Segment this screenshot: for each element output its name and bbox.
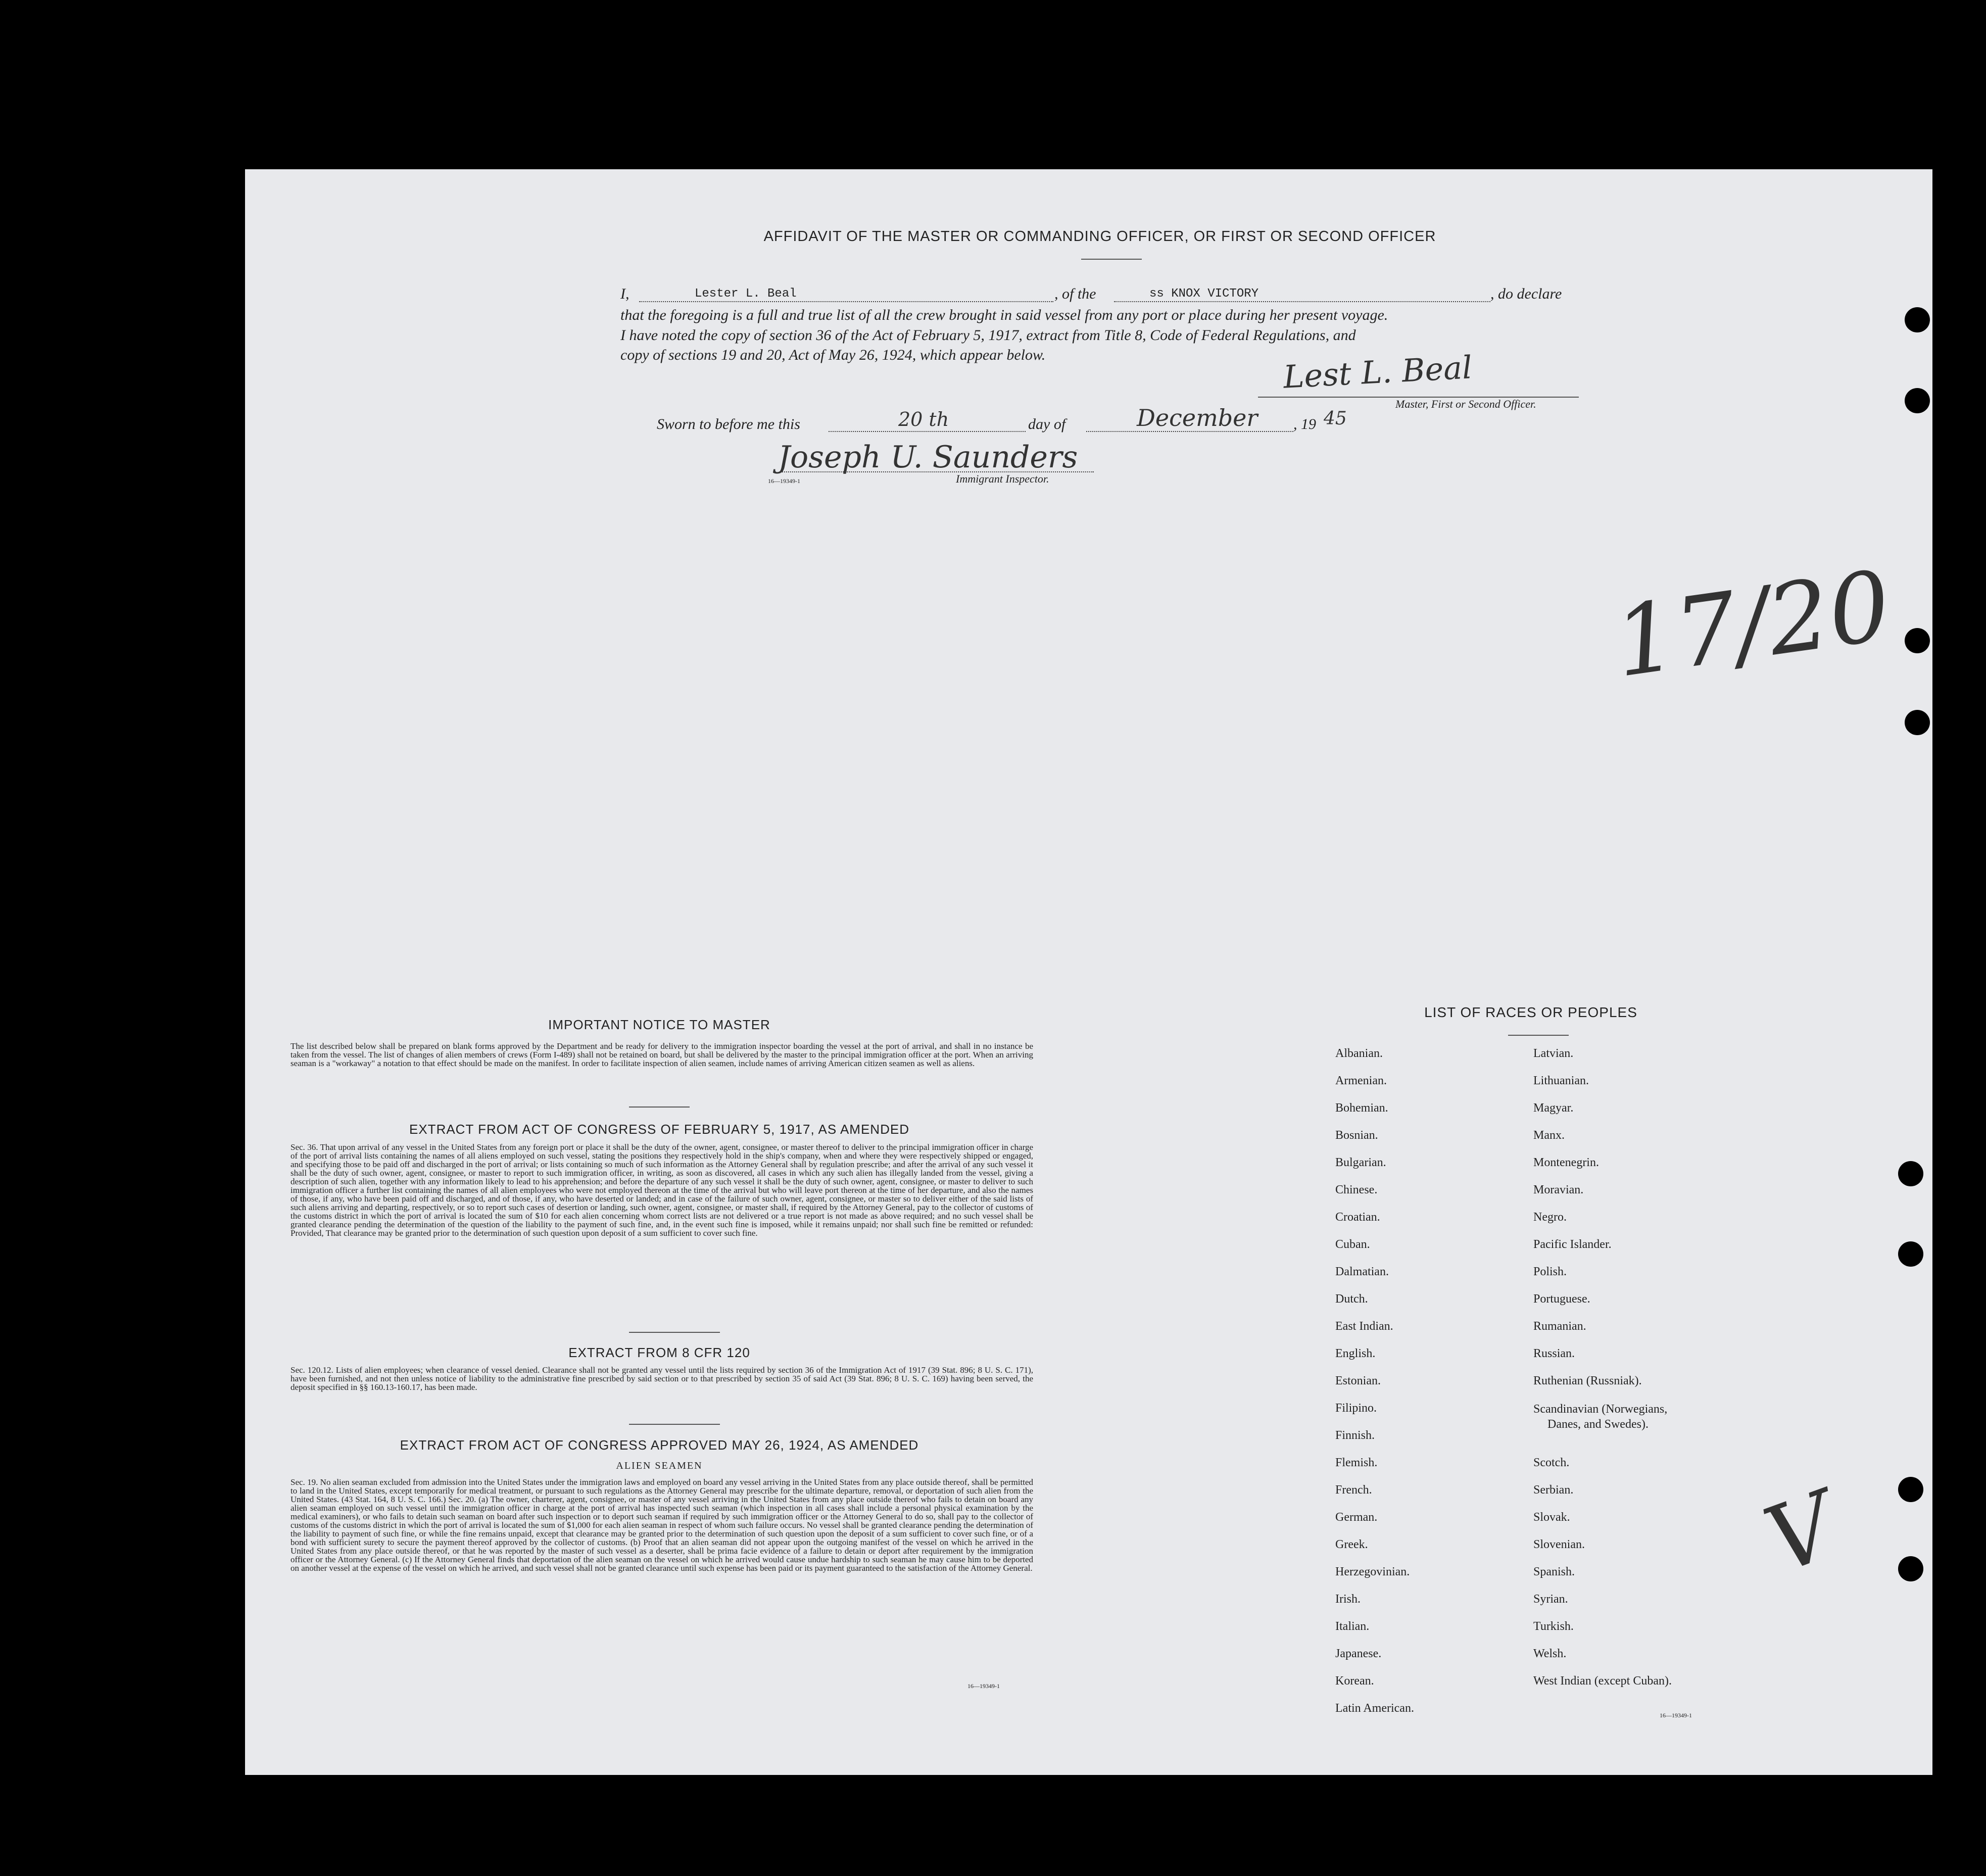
extract-1924-title: EXTRACT FROM ACT OF CONGRESS APPROVED MAY 26, 1924, AS AMENDED bbox=[400, 1437, 919, 1453]
punch-hole bbox=[1905, 307, 1930, 332]
extract-form-number: 16—19349-1 bbox=[967, 1682, 1000, 1690]
race-item: Estonian. bbox=[1335, 1374, 1381, 1387]
race-item: Magyar. bbox=[1533, 1101, 1574, 1115]
extract-1917-body: Sec. 36. That upon arrival of any vessel in the United States from any foreign port or place it shall be the duty of the owner, agent, consignee, or master thereof to deliver to the principal immigration officer in charge of the port of arrival lists containing the names of all aliens employed on such vessel, stating the positions they respectively hold in the ship's company, when and where they were respectively shipped or engaged, and specifying those to be paid off and discharged in the port of arrival; or lists containing so much of such information as the Attorney General shall by regulation prescribe; and after the arrival of any such vessel it shall be the duty of such owner, agent, consignee, or master to report to such immigration officer, in writing, as soon as discovered, all cases in which any such alien has illegally landed from the vessel, giving a description of such alien, together with any information likely to lead to his apprehension; and before the departure of any such vessel it shall be the duty of such owner, agent, consignee, or master to deliver to such immigration officer a further list containing the names of all alien employees who were not employed thereon at the time of the arrival but who will leave port thereon at the time of her departure, and also the names of those, if any, who have been paid off and discharged, and of those, if any, who have deserted or landed; and in case of the failure of such owner, agent, consignee, or master so to deliver either of the said lists of such aliens arriving and departing, respectively, or so to report such cases of desertion or landing, such owner, agent, consignee, or master shall, if required by the Attorney General, pay to the collector of customs of the customs district in which the port of arrival is located the sum of $10 for each alien concerning whom correct lists are not delivered or a true report is not made as above required; and no such vessel shall be granted clearance pending the determination of the question of the liability to the payment of such fine, and, in the event such fine is imposed, while it remains unpaid; nor shall such fine be remitted or refunded: Provided, That clearance may be granted prior to the determination of such question upon deposit of a sum sufficient to cover such fine. bbox=[290, 1143, 1033, 1238]
punch-hole bbox=[1898, 1556, 1923, 1581]
race-item: Danes, and Swedes). bbox=[1547, 1418, 1649, 1431]
divider bbox=[1081, 259, 1142, 260]
race-item: Latin American. bbox=[1335, 1702, 1414, 1715]
affidavit-line: copy of sections 19 and 20, Act of May 26, 1924, which appear below. bbox=[620, 347, 1046, 363]
race-item: Japanese. bbox=[1335, 1647, 1382, 1660]
race-item: Flemish. bbox=[1335, 1456, 1378, 1469]
of-the-label: , of the bbox=[1054, 285, 1096, 302]
divider bbox=[1508, 1035, 1569, 1036]
name-line bbox=[639, 301, 1053, 302]
punch-hole bbox=[1905, 710, 1930, 735]
race-item: Lithuanian. bbox=[1533, 1074, 1589, 1087]
notice-body: The list described below shall be prepared on blank forms approved by the Department and be ready for delivery to the immigration inspector boarding the vessel at the port of arrival, and shall in no instance be taken from the vessel. The list of changes of alien members of crews (Form I-489) shall not be retained on board, but shall be delivered by the master to the principal immigration officer at the port. When an arriving seaman is a "workaway" a notation to that effect should be made on the manifest. In order to facilitate inspection of alien seamen, include names of arriving American citizen seamen as well as aliens. bbox=[290, 1042, 1033, 1068]
vessel-line bbox=[1114, 301, 1490, 302]
affidavit-title: AFFIDAVIT OF THE MASTER OR COMMANDING OFFICER, OR FIRST OR SECOND OFFICER bbox=[763, 228, 1436, 245]
punch-hole bbox=[1898, 1241, 1923, 1267]
race-item: Bohemian. bbox=[1335, 1101, 1388, 1115]
affidavit-line: I have noted the copy of section 36 of the Act of February 5, 1917, extract from Title 8, Code of Federal Regulations, and bbox=[620, 327, 1356, 344]
race-item: Welsh. bbox=[1533, 1647, 1567, 1660]
race-item: Greek. bbox=[1335, 1538, 1368, 1551]
punch-hole bbox=[1905, 388, 1930, 413]
race-item: Cuban. bbox=[1335, 1238, 1370, 1251]
race-item: Rumanian. bbox=[1533, 1320, 1586, 1333]
race-item: Herzegovinian. bbox=[1335, 1565, 1410, 1578]
race-item: French. bbox=[1335, 1483, 1372, 1497]
race-item: West Indian (except Cuban). bbox=[1533, 1674, 1672, 1688]
race-item: Irish. bbox=[1335, 1593, 1361, 1606]
month-value: December bbox=[1137, 404, 1258, 431]
race-item: Bosnian. bbox=[1335, 1129, 1378, 1142]
affidavit-form-number: 16—19349-1 bbox=[768, 477, 800, 485]
race-item: East Indian. bbox=[1335, 1320, 1393, 1333]
extract-cfr-title: EXTRACT FROM 8 CFR 120 bbox=[568, 1345, 750, 1360]
annotation-check: V bbox=[1752, 1472, 1850, 1594]
race-item: Montenegrin. bbox=[1533, 1156, 1599, 1169]
race-item: Slovenian. bbox=[1533, 1538, 1585, 1551]
race-item: English. bbox=[1335, 1347, 1376, 1360]
master-caption: Master, First or Second Officer. bbox=[1395, 398, 1536, 410]
annotation-fraction: 17/20 bbox=[1608, 549, 1898, 699]
divider bbox=[629, 1107, 690, 1108]
inspector-signature: Joseph U. Saunders bbox=[778, 440, 1078, 475]
affidavit-line: that the foregoing is a full and true list of all the crew brought in said vessel from any port or place during her present voyage. bbox=[620, 307, 1388, 323]
master-name-field: Lester L. Beal bbox=[695, 287, 797, 301]
year-prefix: , 19 bbox=[1293, 416, 1316, 432]
race-item: Scotch. bbox=[1533, 1456, 1570, 1469]
race-item: Croatian. bbox=[1335, 1211, 1380, 1224]
race-item: Scandinavian (Norwegians, bbox=[1533, 1403, 1668, 1416]
day-line bbox=[829, 431, 1026, 432]
race-item: Syrian. bbox=[1533, 1593, 1568, 1606]
vessel-field: ss KNOX VICTORY bbox=[1149, 287, 1259, 301]
race-item: Manx. bbox=[1533, 1129, 1565, 1142]
race-item: Latvian. bbox=[1533, 1047, 1574, 1060]
punch-hole bbox=[1898, 1161, 1923, 1186]
affidavit-i-label: I, bbox=[620, 285, 629, 302]
divider bbox=[629, 1424, 720, 1425]
race-item: Turkish. bbox=[1533, 1620, 1574, 1633]
punch-hole bbox=[1898, 1477, 1923, 1502]
race-item: Dutch. bbox=[1335, 1292, 1368, 1306]
extract-cfr-body: Sec. 120.12. Lists of alien employees; when clearance of vessel denied. Clearance shall not be granted any vessel until the lists required by section 36 of the Immigration Act of 1917 (39 Stat. 896; 8 U. S. C. 171), have been furnished, and not then unless notice of liability to the administrative fine prescribed by said section or to that prescribed by section 35 of said Act (39 Stat. 896; 8 U. S. C. 169) having been served, the deposit specified in §§ 160.13-160.17, has been made. bbox=[290, 1366, 1033, 1392]
race-item: Portuguese. bbox=[1533, 1292, 1590, 1306]
race-item: Serbian. bbox=[1533, 1483, 1574, 1497]
race-item: Filipino. bbox=[1335, 1402, 1377, 1415]
race-item: Russian. bbox=[1533, 1347, 1575, 1360]
punch-hole bbox=[1905, 628, 1930, 653]
year-value: 45 bbox=[1324, 408, 1347, 429]
race-item: Armenian. bbox=[1335, 1074, 1387, 1087]
race-item: Moravian. bbox=[1533, 1183, 1584, 1196]
sworn-label: Sworn to before me this bbox=[657, 416, 800, 432]
race-item: Albanian. bbox=[1335, 1047, 1383, 1060]
divider bbox=[629, 1332, 720, 1333]
race-item: Spanish. bbox=[1533, 1565, 1575, 1578]
race-item: Pacific Islander. bbox=[1533, 1238, 1612, 1251]
race-item: Ruthenian (Russniak). bbox=[1533, 1374, 1642, 1387]
race-item: Bulgarian. bbox=[1335, 1156, 1386, 1169]
master-signature: Lest L. Beal bbox=[1282, 349, 1473, 396]
race-item: Finnish. bbox=[1335, 1429, 1375, 1442]
extract-1917-title: EXTRACT FROM ACT OF CONGRESS OF FEBRUARY 5, 1917, AS AMENDED bbox=[409, 1122, 909, 1137]
race-item: Negro. bbox=[1533, 1211, 1567, 1224]
extract-1924-subtitle: ALIEN SEAMEN bbox=[616, 1460, 703, 1471]
races-title: LIST OF RACES OR PEOPLES bbox=[1424, 1004, 1637, 1020]
declare-label: , do declare bbox=[1490, 285, 1562, 302]
notice-title: IMPORTANT NOTICE TO MASTER bbox=[548, 1017, 770, 1032]
inspector-caption: Immigrant Inspector. bbox=[956, 472, 1049, 485]
race-item: Polish. bbox=[1533, 1265, 1567, 1278]
day-of-label: day of bbox=[1028, 416, 1066, 432]
race-item: Chinese. bbox=[1335, 1183, 1378, 1196]
races-form-number: 16—19349-1 bbox=[1660, 1712, 1692, 1719]
race-item: Slovak. bbox=[1533, 1511, 1570, 1524]
race-item: German. bbox=[1335, 1511, 1378, 1524]
race-item: Korean. bbox=[1335, 1674, 1374, 1688]
race-item: Italian. bbox=[1335, 1620, 1370, 1633]
extract-1924-body: Sec. 19. No alien seaman excluded from admission into the United States under the immigration laws and employed on board any vessel arriving in the United States from any place outside thereof, shall be permitted to land in the United States, except temporarily for medical treatment, or pursuant to such regulations as the Attorney General may prescribe for the ultimate departure, removal, or deportation of such alien from the United States. (43 Stat. 164, 8 U. S. C. 166.) Sec. 20. (a) The owner, charterer, agent, consignee, or master of any vessel arriving in the United States from any place outside thereof who fails to detain on board any alien seaman employed on such vessel until the immigration officer in charge at the port of arrival has inspected such seaman (which inspection in all cases shall include a personal physical examination by the medical examiners), or who fails to detain such seaman on board after such inspection or to deport such seaman if required by such immigration officer or the Attorney General to do so, shall pay to the collector of customs of the customs district in which the port of arrival is located the sum of $1,000 for each alien seaman in respect of whom such failure occurs. No vessel shall be granted clearance pending the determination of the liability to payment of such fine, or while the fine remains unpaid, except that clearance may be granted prior to the determination of such question upon the deposit of a sum sufficient to cover such fine, or of a bond with sufficient surety to secure the payment thereof approved by the collector of customs. (b) Proof that an alien seaman did not appear upon the outgoing manifest of the vessel on which he arrived in the United States from any place outside thereof, or that he was reported by the master of such vessel as a deserter, shall be prima facie evidence of a failure to detain or deport after requirement by the immigration officer or the Attorney General. (c) If the Attorney General finds that deportation of the alien seaman on the vessel on which he arrived would cause undue hardship to such seaman he may cause him to be deported on another vessel at the expense of the vessel on which he arrived, and such vessel shall not be granted clearance until such expense has been paid or its payment guaranteed to the satisfaction of the Attorney General. bbox=[290, 1478, 1033, 1573]
race-item: Dalmatian. bbox=[1335, 1265, 1389, 1278]
day-value: 20 th bbox=[898, 408, 949, 430]
